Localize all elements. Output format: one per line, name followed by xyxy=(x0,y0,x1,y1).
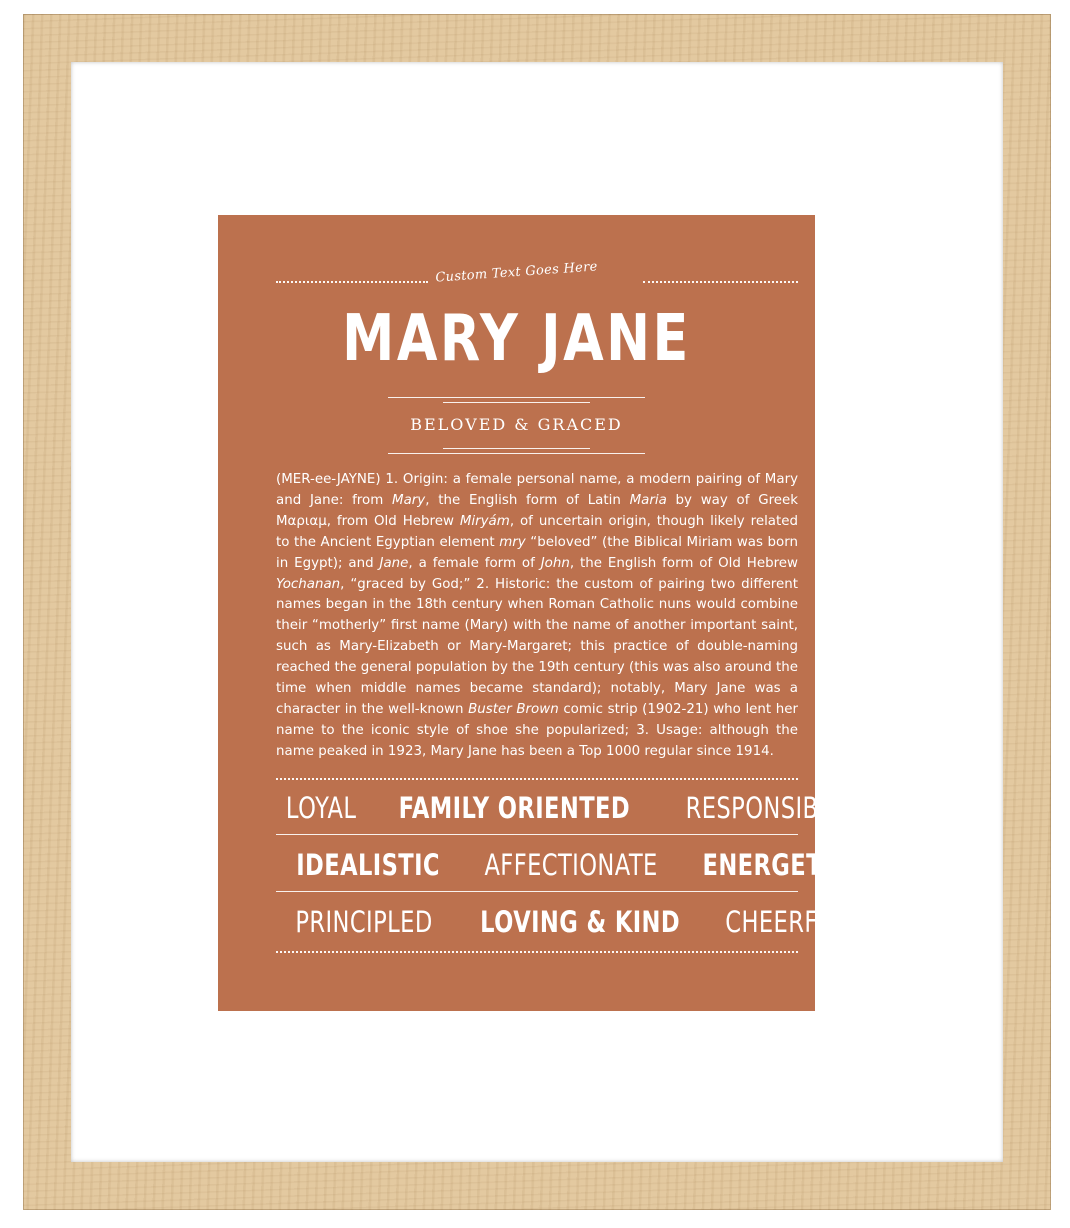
trait-2-1: IDEALISTIC xyxy=(296,848,440,882)
name-definition xyxy=(276,470,798,763)
top-right-dotted-line xyxy=(643,281,798,283)
trait-3-2: LOVING & KIND xyxy=(480,905,681,939)
definition-text: , the English form of Latin xyxy=(425,492,630,508)
trait-divider-1 xyxy=(276,834,798,835)
definition-text: (MER-ee-JAYNE) 1. Origin: a female personal name, a modern pairing of Mary and Jane: from xyxy=(276,472,798,508)
definition-text: , of uncertain origin, though likely related to the Ancient Egyptian element xyxy=(276,513,799,550)
traits-bottom-dotted-line xyxy=(276,951,798,953)
name-print xyxy=(218,215,849,1011)
definition-text: by way of Greek Μαριαμ, from Old Hebrew xyxy=(276,492,799,529)
meaning-top-rule-short xyxy=(443,402,590,403)
trait-3-3: CHEERFUL xyxy=(725,905,848,939)
trait-2-2: AFFECTIONATE xyxy=(484,848,658,882)
trait-2-3: ENERGETIC xyxy=(702,848,849,882)
definition-text: , the English form of Old Hebrew xyxy=(569,555,798,571)
definition-italic-term: Miryám xyxy=(459,513,510,529)
definition-text: , “graced by God;” 2. Historic: the custom of pairing two different names began in the 18th century when Roman Catholic nuns would combine their “motherly” first name (Mary) with the name of another important saint, such as Mary-Elizabeth or Mary-Margaret; this practice of double-naming reached the general population by the 19th century (this was also around the time when middle names became standard); notably, Mary Jane was a character in the well-known xyxy=(276,576,798,717)
trait-row-1 xyxy=(276,786,847,830)
definition-italic-term: mry xyxy=(499,534,526,550)
definition-text: , a female form of xyxy=(408,555,541,571)
meaning-top-rule-long xyxy=(388,397,645,398)
trait-row-3 xyxy=(276,900,848,944)
definition-text: “beloved” (the Biblical Miriam was born in Egypt); and xyxy=(276,534,798,571)
trait-row-2 xyxy=(276,843,849,887)
meaning-bottom-rule-long xyxy=(388,453,645,454)
meaning-bottom-rule-short xyxy=(443,448,590,449)
definition-italic-term: John xyxy=(540,555,570,571)
trait-3-1: PRINCIPLED xyxy=(295,905,433,939)
trait-1-3: RESPONSIBLE xyxy=(685,791,847,825)
definition-italic-term: Yochanan xyxy=(276,576,341,592)
trait-1-1: LOYAL xyxy=(285,791,357,825)
traits-top-dotted-line xyxy=(276,778,798,780)
print-name: MARY JANE xyxy=(342,302,691,376)
trait-1-2: FAMILY ORIENTED xyxy=(398,791,631,825)
definition-italic-term: Mary xyxy=(392,492,426,508)
custom-text: Custom Text Goes Here xyxy=(434,259,599,286)
definition-italic-term: Buster Brown xyxy=(468,701,559,717)
definition-italic-term: Jane xyxy=(379,555,409,571)
definition-text: comic strip (1902-21) who lent her name to the iconic style of shoe she popularized; 3. Usage: although the name peaked in 1923, Mary Jane has been a Top 1000 regular since 1914. xyxy=(276,701,798,759)
trait-divider-2 xyxy=(276,891,798,892)
name-meaning: BELOVED & GRACED xyxy=(410,415,623,434)
definition-italic-term: Maria xyxy=(629,492,667,508)
